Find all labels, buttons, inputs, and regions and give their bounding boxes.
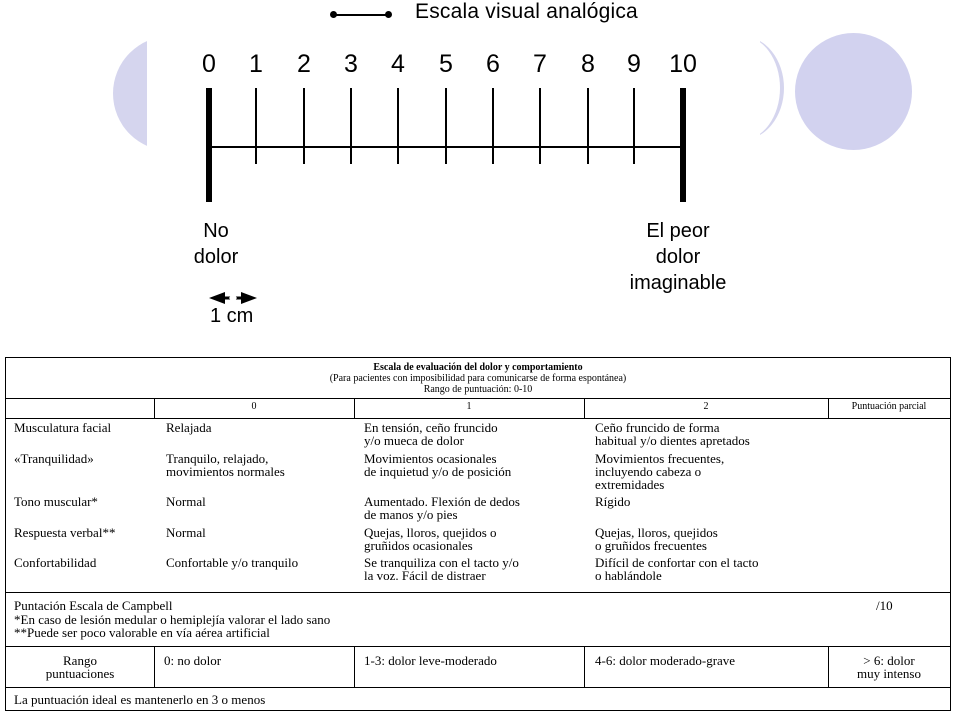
row-label: Musculatura facial: [14, 420, 112, 435]
range-value: 0: no dolor: [164, 653, 222, 668]
scale-number: 7: [533, 50, 547, 78]
vas-right-label: [622, 218, 734, 296]
table-title: Escala de evaluación del dolor y comportamiento: [373, 362, 583, 373]
row-score-2: Quejas, lloros, quejidos o gruñidos frecuentes: [595, 525, 718, 553]
scale-number: 9: [627, 50, 641, 78]
row-score-2: Rígido: [595, 494, 631, 509]
scale-number: 8: [581, 50, 595, 78]
range-value: > 6: dolor muy intenso: [857, 653, 921, 681]
scale-number: 2: [297, 50, 311, 78]
table-range: Rango de puntuación: 0-10: [423, 384, 533, 395]
scale-number: 6: [486, 50, 500, 78]
row-score-0: Normal: [166, 525, 206, 540]
ideal-top-border: [6, 687, 950, 688]
row-score-0: Normal: [166, 494, 206, 509]
unit-label: 1 cm: [210, 305, 254, 327]
scale-number: 0: [202, 50, 216, 78]
range-value: 4-6: dolor moderado-grave: [595, 653, 736, 668]
row-score-2: Movimientos frecuentes, incluyendo cabeza o extremidades: [595, 451, 725, 492]
row-score-0: Tranquilo, relajado, movimientos normales: [166, 451, 285, 479]
row-score-0: Confortable y/o tranquilo: [166, 555, 299, 570]
range-label: Rango puntuaciones: [45, 653, 115, 681]
row-score-1: Movimientos ocasionales de inquietud y/o de posición: [364, 451, 512, 479]
row-score-2: Difícil de confortar con el tacto o hablándole: [595, 555, 759, 583]
vas-left-label-line: dolor: [193, 246, 239, 268]
vas-right-label-line: dolor: [655, 246, 701, 268]
table-header: [6, 358, 950, 395]
vas-left-label: [186, 218, 246, 270]
row-score-2: Ceño fruncido de forma habitual y/o dientes apretados: [595, 420, 750, 448]
scale-number: 1: [249, 50, 263, 78]
score-title: Puntación Escala de Campbell: [14, 598, 173, 613]
col-header: 0: [251, 401, 257, 412]
col-header: 2: [703, 401, 709, 412]
row-label: Tono muscular*: [14, 494, 98, 509]
scale-number: 4: [391, 50, 405, 78]
vas-scale: [150, 40, 710, 210]
row-label: Confortabilidad: [14, 555, 97, 570]
note-1: *En caso de lesión medular o hemiplejía valorar el lado sano: [14, 612, 331, 627]
scale-number: 10: [669, 50, 697, 78]
range-value: 1-3: dolor leve-moderado: [364, 653, 497, 668]
unit-arrow-icon: [209, 291, 259, 305]
scale-number: 3: [344, 50, 358, 78]
row-score-0: Relajada: [166, 420, 212, 435]
row-label: Respuesta verbal**: [14, 525, 116, 540]
column-header-row: [6, 398, 950, 419]
decorative-circle-right: [795, 33, 912, 150]
row-score-1: Se tranquiliza con el tacto y/o la voz. Fácil de distraer: [364, 555, 519, 583]
col-header: 1: [466, 401, 472, 412]
row-score-1: Aumentado. Flexión de dedos de manos y/o pies: [364, 494, 520, 522]
vas-title: Escala visual analógica: [415, 0, 638, 23]
table-subtitle: (Para pacientes con imposibilidad para comunicarse de forma espontánea): [329, 373, 627, 384]
row-score-1: En tensión, ceño fruncido y/o mueca de dolor: [364, 420, 498, 448]
score-total: /10: [876, 598, 893, 613]
range-top-border: [6, 646, 950, 647]
vas-title-line-icon: [333, 14, 389, 16]
score-top-border: [6, 592, 950, 593]
vas-left-label-line: No: [203, 220, 229, 242]
note-2: **Puede ser poco valorable en vía aérea artificial: [14, 625, 270, 640]
vas-right-label-line: El peor: [646, 220, 710, 242]
vas-right-label-line: imaginable: [629, 272, 727, 294]
row-label: «Tranquilidad»: [14, 451, 94, 466]
row-score-1: Quejas, lloros, quejidos o gruñidos ocasionales: [364, 525, 497, 553]
criteria-top-border: [6, 418, 950, 419]
pain-behavior-table: [5, 357, 951, 711]
col-header: Puntuación parcial: [851, 401, 927, 412]
ideal-note: La puntuación ideal es mantenerlo en 3 o menos: [14, 692, 266, 707]
scale-number: 5: [439, 50, 453, 78]
